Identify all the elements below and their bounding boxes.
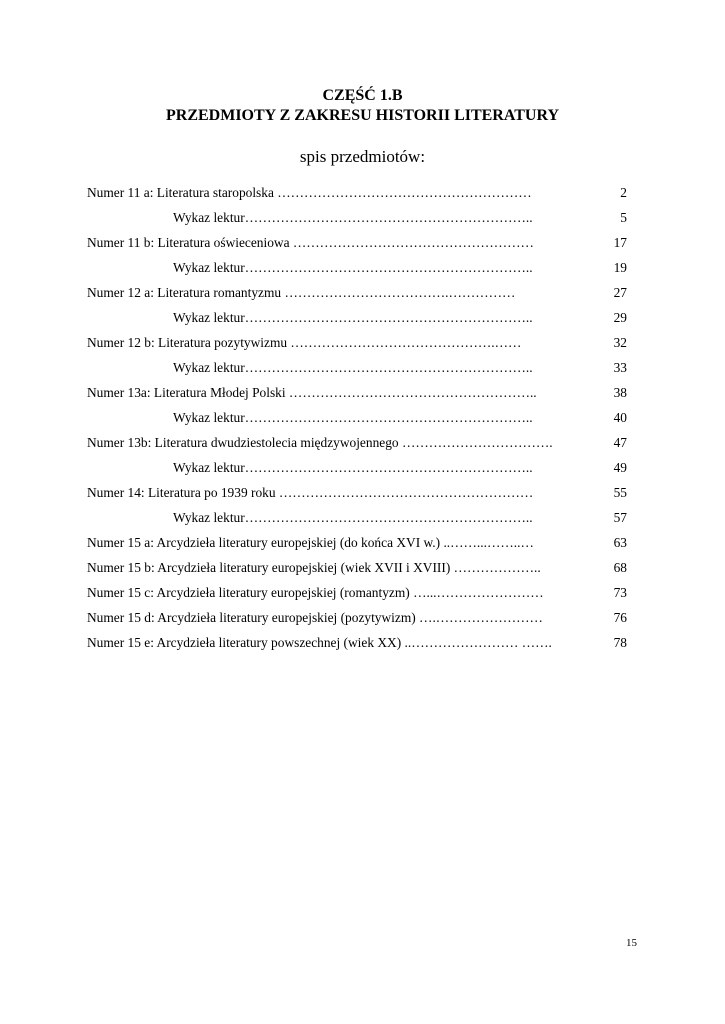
toc-entry-page: 2 (620, 185, 627, 200)
toc-entry-page: 38 (613, 385, 627, 400)
toc-entry-text: Wykaz lektur……………………………………………………….. (173, 510, 533, 525)
toc-entry (87, 630, 627, 655)
toc-entry-page: 73 (613, 585, 627, 600)
toc-entry-page: 63 (613, 535, 627, 550)
toc-entry-text: Numer 15 b: Arcydzieła literatury europejskiej (wiek XVII i XVIII) ……………….. (87, 560, 541, 575)
toc-entry-page: 55 (613, 485, 627, 500)
toc-entry-page: 17 (613, 235, 627, 250)
toc-entry-text: Numer 11 b: Literatura oświeceniowa ……………………………………………… (87, 235, 534, 250)
toc-entry-text: Wykaz lektur……………………………………………………….. (173, 210, 533, 225)
toc-entry (87, 430, 627, 455)
toc-entry-text: Numer 15 a: Arcydzieła literatury europejskiej (do końca XVI w.) ..……...……..… (87, 535, 534, 550)
toc-subentry (87, 205, 627, 230)
toc-entry-text: Numer 12 a: Literatura romantyzmu ……………………………….…………… (87, 285, 516, 300)
toc-entry (87, 530, 627, 555)
toc-subentry (87, 405, 627, 430)
toc-entry (87, 230, 627, 255)
toc-entry-text: Wykaz lektur……………………………………………………….. (173, 460, 533, 475)
toc-entry (87, 180, 627, 205)
toc-entry-page: 49 (613, 460, 627, 475)
toc-entry (87, 280, 627, 305)
toc-entry (87, 580, 627, 605)
toc-entry-text: Wykaz lektur……………………………………………………….. (173, 260, 533, 275)
toc-entry-page: 27 (613, 285, 627, 300)
toc-entry (87, 380, 627, 405)
toc-entry-text: Numer 14: Literatura po 1939 roku ………………………………………………… (87, 485, 534, 500)
table-of-contents (87, 180, 627, 655)
toc-entry-page: 32 (613, 335, 627, 350)
toc-entry-page: 33 (613, 360, 627, 375)
toc-entry-text: Wykaz lektur……………………………………………………….. (173, 310, 533, 325)
toc-entry-text: Numer 15 c: Arcydzieła literatury europejskiej (romantyzm) …...…………………… (87, 585, 544, 600)
toc-subentry (87, 505, 627, 530)
toc-entry-page: 47 (613, 435, 627, 450)
toc-entry-page: 5 (620, 210, 627, 225)
toc-subentry (87, 455, 627, 480)
toc-entry-text: Numer 13b: Literatura dwudziestolecia międzywojennego ……………………………. (87, 435, 553, 450)
list-label: spis przedmiotów: (299, 147, 426, 166)
toc-entry (87, 480, 627, 505)
toc-entry-text: Numer 11 a: Literatura staropolska ………………………………………………… (87, 185, 532, 200)
toc-entry-page: 68 (613, 560, 627, 575)
toc-entry-page: 40 (613, 410, 627, 425)
toc-entry-text: Numer 12 b: Literatura pozytywizmu ……………………………………….…… (87, 335, 522, 350)
toc-entry (87, 605, 627, 630)
toc-subentry (87, 255, 627, 280)
toc-entry-text: Numer 13a: Literatura Młodej Polski ……………………………………………….. (87, 385, 537, 400)
toc-entry-text: Numer 15 d: Arcydzieła literatury europejskiej (pozytywizm) ….…………………… (87, 610, 543, 625)
section-title: PRZEDMIOTY Z ZAKRESU HISTORII LITERATURY (166, 107, 559, 124)
toc-entry-text: Wykaz lektur……………………………………………………….. (173, 360, 533, 375)
part-title: CZĘŚĆ 1.B (322, 87, 403, 104)
page-number: 15 (626, 937, 637, 949)
toc-entry-page: 29 (613, 310, 627, 325)
toc-subentry (87, 305, 627, 330)
toc-entry-text: Wykaz lektur……………………………………………………….. (173, 410, 533, 425)
toc-entry-page: 76 (613, 610, 627, 625)
toc-entry-page: 19 (613, 260, 627, 275)
toc-entry-page: 78 (613, 635, 627, 650)
toc-entry-text: Numer 15 e: Arcydzieła literatury powszechnej (wiek XX) ..…………………… ……. (87, 635, 552, 650)
toc-subentry (87, 355, 627, 380)
toc-entry (87, 330, 627, 355)
toc-entry (87, 555, 627, 580)
toc-entry-page: 57 (613, 510, 627, 525)
